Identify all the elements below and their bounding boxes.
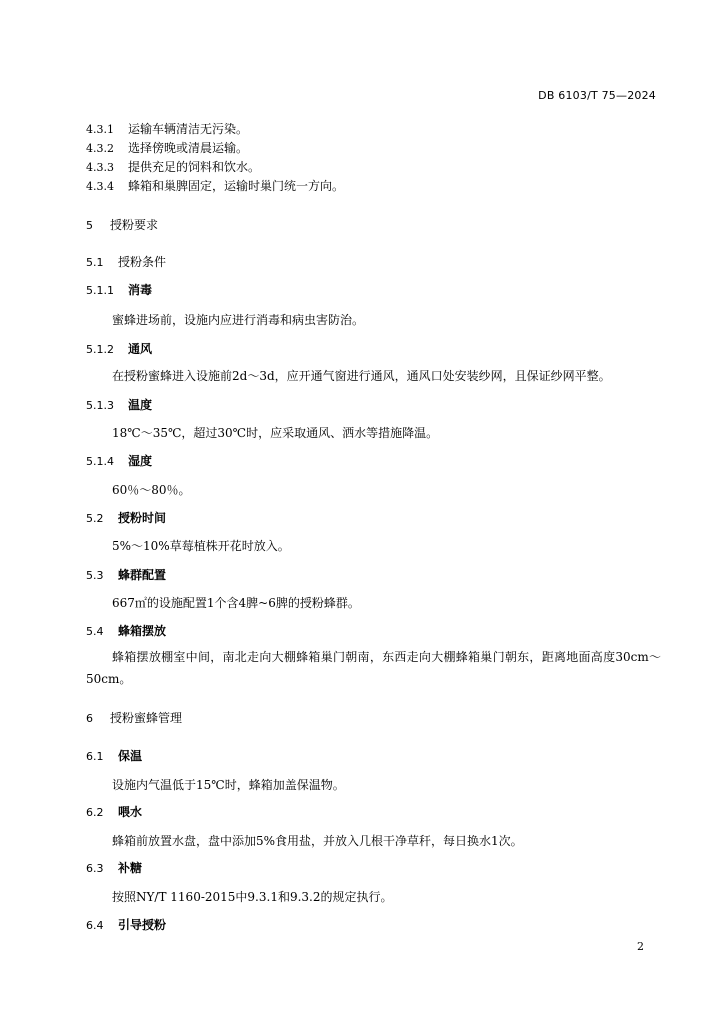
section-number: 6.2: [86, 806, 104, 819]
paragraph: 蜜蜂进场前，设施内应进行消毒和病虫害防治。: [112, 313, 365, 327]
section-title: 授粉蜜蜂管理: [110, 711, 183, 725]
list-item: [86, 158, 260, 175]
list-item: [86, 177, 344, 194]
section-title: 保温: [118, 749, 143, 763]
section-number: 6.4: [86, 919, 104, 932]
clause-number: 4.3.1: [86, 123, 114, 136]
section-number: 5.3: [86, 569, 104, 582]
section-title: 温度: [128, 398, 153, 412]
clause-number: 4.3.2: [86, 142, 114, 155]
section-6-3-heading: [86, 859, 142, 876]
section-title: 通风: [128, 342, 153, 356]
section-number: 6: [86, 712, 93, 725]
section-title: 蜂群配置: [118, 568, 167, 582]
section-title: 补糖: [118, 861, 143, 875]
paragraph: 蜂箱前放置水盘，盘中添加5%食用盐，并放入几根干净草秆，每日换水1次。: [112, 834, 523, 848]
section-6-4-heading: [86, 916, 166, 933]
section-5-2-heading: [86, 509, 166, 526]
section-number: 5.1: [86, 256, 104, 269]
section-title: 引导授粉: [118, 918, 167, 932]
clause-text: 运输车辆清洁无污染。: [128, 122, 249, 136]
section-5-heading: [86, 216, 158, 233]
clause-text: 选择傍晚或清晨运输。: [128, 141, 249, 155]
section-5-4-heading: [86, 622, 166, 639]
section-6-2-heading: [86, 803, 142, 820]
paragraph: 60％～80％。: [112, 483, 191, 497]
clause-text: 蜂箱和巢脾固定，运输时巢门统一方向。: [128, 179, 345, 193]
clause-text: 提供充足的饲料和饮水。: [128, 160, 261, 174]
list-item: [86, 139, 248, 156]
section-5-3-heading: [86, 566, 166, 583]
document-number-header: DB 6103/T 75—2024: [538, 89, 656, 102]
page-number: 2: [637, 940, 644, 953]
section-title: 授粉时间: [118, 511, 167, 525]
section-number: 6.1: [86, 750, 104, 763]
list-item: [86, 120, 248, 137]
section-6-heading: [86, 709, 182, 726]
section-number: 5.1.4: [86, 455, 114, 468]
section-5-1-4-heading: [86, 452, 152, 469]
paragraph: 667㎡的设施配置1个含4脾~6脾的授粉蜂群。: [112, 596, 360, 610]
section-title: 授粉要求: [110, 218, 159, 232]
section-5-1-heading: [86, 253, 166, 270]
section-number: 5.1.1: [86, 284, 114, 297]
paragraph: 蜂箱摆放棚室中间，南北走向大棚蜂箱巢门朝南，东西走向大棚蜂箱巢门朝东，距离地面高度30cm～50cm。: [86, 650, 661, 686]
clause-number: 4.3.4: [86, 180, 114, 193]
paragraph: 设施内气温低于15℃时，蜂箱加盖保温物。: [112, 778, 345, 792]
section-number: 5.2: [86, 512, 104, 525]
paragraph: 按照NY/T 1160-2015中9.3.1和9.3.2的规定执行。: [112, 890, 393, 904]
section-number: 5: [86, 219, 93, 232]
section-6-1-heading: [86, 747, 142, 764]
section-title: 消毒: [128, 283, 153, 297]
clause-number: 4.3.3: [86, 161, 114, 174]
section-title: 蜂箱摆放: [118, 624, 167, 638]
section-title: 授粉条件: [118, 255, 167, 269]
section-5-1-2-heading: [86, 340, 152, 357]
section-number: 5.4: [86, 625, 104, 638]
section-5-1-1-heading: [86, 281, 152, 298]
section-number: 5.1.2: [86, 343, 114, 356]
paragraph: 18℃～35℃，超过30℃时，应采取通风、洒水等措施降温。: [112, 426, 439, 440]
section-5-1-3-heading: [86, 396, 152, 413]
section-title: 湿度: [128, 454, 153, 468]
paragraph: 5%～10%草莓植株开花时放入。: [112, 539, 290, 553]
section-number: 6.3: [86, 862, 104, 875]
paragraph: 在授粉蜜蜂进入设施前2d～3d，应开通气窗进行通风，通风口处安装纱网，且保证纱网平整。: [112, 369, 611, 383]
section-title: 喂水: [118, 805, 143, 819]
section-number: 5.1.3: [86, 399, 114, 412]
